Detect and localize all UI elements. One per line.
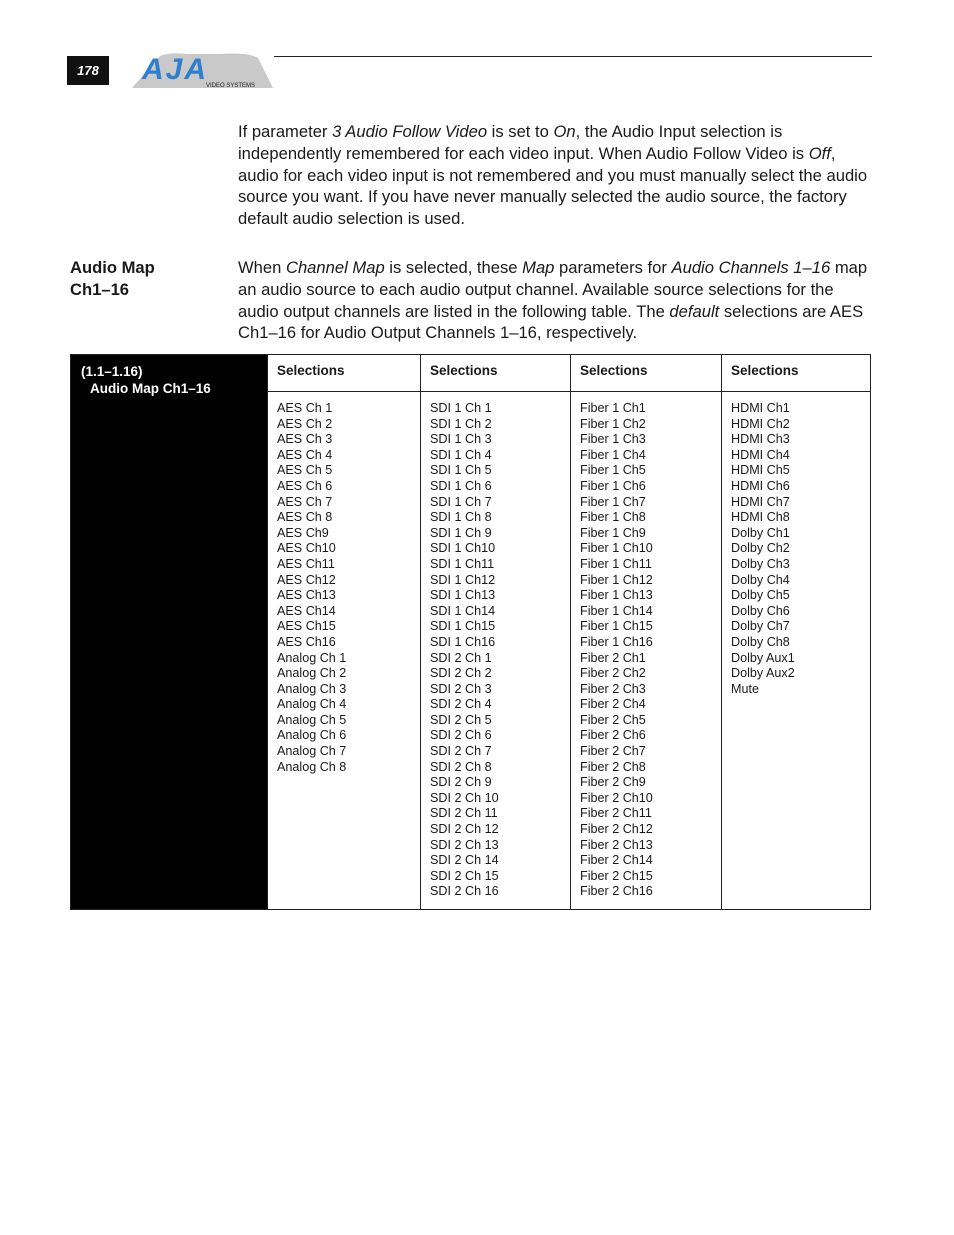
selection-item: SDI 1 Ch 9 xyxy=(430,525,492,540)
selection-item: Fiber 2 Ch12 xyxy=(580,822,653,837)
selection-item: Fiber 1 Ch15 xyxy=(580,619,653,634)
selection-item: Fiber 2 Ch4 xyxy=(580,697,646,712)
selection-item: AES Ch 3 xyxy=(277,432,333,447)
selection-item: SDI 1 Ch16 xyxy=(430,634,496,649)
selection-item: HDMI Ch4 xyxy=(731,447,790,462)
selection-list xyxy=(722,392,870,697)
selection-item: SDI 1 Ch10 xyxy=(430,541,496,556)
column-header: Selections xyxy=(421,355,570,392)
selection-item: Fiber 1 Ch9 xyxy=(580,525,646,540)
section-heading: Audio Map Ch1–16 xyxy=(70,258,155,299)
selection-item: Fiber 2 Ch7 xyxy=(580,744,646,759)
selection-item: AES Ch 4 xyxy=(277,447,333,462)
selection-item: Fiber 1 Ch10 xyxy=(580,541,653,556)
selection-item: SDI 2 Ch 1 xyxy=(430,650,492,665)
logo-wordmark: AJA xyxy=(142,53,209,86)
selection-item: HDMI Ch6 xyxy=(731,478,790,493)
selection-item: Fiber 2 Ch16 xyxy=(580,884,653,899)
selection-item: Analog Ch 8 xyxy=(277,759,347,774)
selection-item: SDI 1 Ch11 xyxy=(430,556,495,571)
selection-item: HDMI Ch7 xyxy=(731,494,790,509)
selection-item: SDI 1 Ch 2 xyxy=(430,416,492,431)
selection-item: SDI 1 Ch14 xyxy=(430,603,496,618)
selection-item: Dolby Ch1 xyxy=(731,525,790,540)
selection-item: Fiber 2 Ch1 xyxy=(580,650,646,665)
selection-item: Fiber 1 Ch12 xyxy=(580,572,653,587)
selection-item: Dolby Ch3 xyxy=(731,556,790,571)
selection-item: Fiber 1 Ch5 xyxy=(580,463,646,478)
selection-item: Fiber 2 Ch10 xyxy=(580,790,653,805)
selection-item: Fiber 1 Ch11 xyxy=(580,556,652,571)
aja-logo xyxy=(130,50,275,90)
selection-item: SDI 1 Ch13 xyxy=(430,588,496,603)
selections-column-sdi xyxy=(420,355,570,909)
selection-item: Dolby Ch6 xyxy=(731,603,790,618)
selection-item: Dolby Aux2 xyxy=(731,666,795,681)
selection-item: Mute xyxy=(731,681,759,696)
selection-item: Dolby Ch4 xyxy=(731,572,790,587)
selection-item: AES Ch12 xyxy=(277,572,336,587)
selections-column-hdmi-dolby xyxy=(721,355,870,909)
selection-item: SDI 2 Ch 15 xyxy=(430,868,499,883)
selection-item: Analog Ch 2 xyxy=(277,666,347,681)
selection-item: SDI 1 Ch 1 xyxy=(430,401,492,415)
section-paragraph: When Channel Map is selected, these Map parameters for Audio Channels 1–16 map an audio source to each audio output channel. Available source selections for the audio output channels are listed in the following table. The default selections are AES Ch1–16 for Audio Output Channels 1–16, respectively. xyxy=(238,258,868,343)
selection-item: Fiber 2 Ch11 xyxy=(580,806,652,821)
selection-item: Dolby Ch7 xyxy=(731,619,790,634)
selection-item: Fiber 2 Ch5 xyxy=(580,712,646,727)
selection-item: AES Ch 5 xyxy=(277,463,333,478)
selection-item: AES Ch14 xyxy=(277,603,336,618)
logo-tagline: VIDEO SYSTEMS xyxy=(206,83,256,89)
selection-item: Fiber 1 Ch6 xyxy=(580,478,646,493)
selection-item: SDI 2 Ch 4 xyxy=(430,697,492,712)
parameter-cell xyxy=(71,355,267,909)
selection-item: Fiber 2 Ch15 xyxy=(580,868,653,883)
selection-item: SDI 1 Ch12 xyxy=(430,572,496,587)
parameter-id: (1.1–1.16) xyxy=(81,364,143,379)
selection-item: Fiber 1 Ch4 xyxy=(580,447,646,462)
selection-item: Fiber 1 Ch2 xyxy=(580,416,646,431)
selection-item: Fiber 1 Ch13 xyxy=(580,588,653,603)
selection-item: Fiber 2 Ch6 xyxy=(580,728,646,743)
parameter-name: Audio Map Ch1–16 xyxy=(90,381,211,396)
selection-item: Fiber 2 Ch3 xyxy=(580,681,646,696)
selection-item: SDI 2 Ch 16 xyxy=(430,884,499,899)
selection-item: Fiber 2 Ch14 xyxy=(580,853,653,868)
selection-item: SDI 2 Ch 7 xyxy=(430,744,492,759)
selection-item: SDI 2 Ch 5 xyxy=(430,712,492,727)
selection-item: SDI 2 Ch 8 xyxy=(430,759,492,774)
selection-item: SDI 2 Ch 12 xyxy=(430,822,499,837)
selection-item: Analog Ch 1 xyxy=(277,650,347,665)
selection-item: AES Ch16 xyxy=(277,634,336,649)
column-header: Selections xyxy=(722,355,870,392)
selection-item: Fiber 2 Ch13 xyxy=(580,837,653,852)
column-header: Selections xyxy=(571,355,721,392)
selection-item: AES Ch9 xyxy=(277,525,329,540)
selection-item: Fiber 1 Ch14 xyxy=(580,603,653,618)
column-header: Selections xyxy=(268,355,420,392)
selection-item: AES Ch 2 xyxy=(277,416,333,431)
selection-item: HDMI Ch2 xyxy=(731,416,790,431)
selection-item: AES Ch 8 xyxy=(277,510,333,525)
selection-list xyxy=(421,392,570,900)
selection-item: Dolby Ch2 xyxy=(731,541,790,556)
selection-item: HDMI Ch5 xyxy=(731,463,790,478)
intro-paragraph: If parameter 3 Audio Follow Video is set to On, the Audio Input selection is independently remembered for each video input. When Audio Follow Video is Off, audio for each video input is not remembered and you must manually select the audio source you want. If you have never manually selected the audio source, the factory default audio selection is used. xyxy=(238,122,868,229)
selection-item: Fiber 1 Ch1 xyxy=(580,401,646,415)
selection-item: SDI 1 Ch 3 xyxy=(430,432,492,447)
selection-item: SDI 2 Ch 11 xyxy=(430,806,498,821)
selection-item: Fiber 2 Ch8 xyxy=(580,759,646,774)
selection-item: Analog Ch 6 xyxy=(277,728,347,743)
selection-item: AES Ch15 xyxy=(277,619,336,634)
selection-item: SDI 2 Ch 14 xyxy=(430,853,499,868)
selection-item: HDMI Ch3 xyxy=(731,432,790,447)
page-number: 178 xyxy=(67,56,109,85)
selection-item: SDI 1 Ch15 xyxy=(430,619,496,634)
selection-item: Analog Ch 5 xyxy=(277,712,347,727)
selection-item: AES Ch 6 xyxy=(277,478,333,493)
selection-item: Fiber 1 Ch7 xyxy=(580,494,646,509)
selection-item: SDI 1 Ch 6 xyxy=(430,478,492,493)
selection-item: AES Ch 7 xyxy=(277,494,333,509)
selection-item: Fiber 1 Ch8 xyxy=(580,510,646,525)
selection-item: Analog Ch 3 xyxy=(277,681,347,696)
audio-map-table xyxy=(70,354,871,910)
header-rule xyxy=(274,56,872,57)
selection-item: SDI 2 Ch 9 xyxy=(430,775,492,790)
selection-item: Fiber 2 Ch9 xyxy=(580,775,646,790)
selection-item: Analog Ch 4 xyxy=(277,697,347,712)
selection-item: SDI 2 Ch 3 xyxy=(430,681,492,696)
selection-item: SDI 2 Ch 2 xyxy=(430,666,492,681)
selection-item: SDI 1 Ch 7 xyxy=(430,494,492,509)
selection-list xyxy=(571,392,721,900)
selection-list xyxy=(268,392,420,775)
selections-column-fiber xyxy=(570,355,721,909)
selection-item: Fiber 2 Ch2 xyxy=(580,666,646,681)
selections-column-aes-analog xyxy=(267,355,420,909)
selection-item: HDMI Ch1 xyxy=(731,401,790,415)
selection-item: SDI 2 Ch 13 xyxy=(430,837,499,852)
selection-item: Fiber 1 Ch3 xyxy=(580,432,646,447)
selection-item: AES Ch11 xyxy=(277,556,335,571)
selection-item: SDI 1 Ch 4 xyxy=(430,447,492,462)
selection-item: Dolby Aux1 xyxy=(731,650,795,665)
selection-item: SDI 1 Ch 5 xyxy=(430,463,492,478)
selection-item: SDI 1 Ch 8 xyxy=(430,510,492,525)
selection-item: AES Ch 1 xyxy=(277,401,333,415)
selection-item: SDI 2 Ch 10 xyxy=(430,790,499,805)
selection-item: AES Ch10 xyxy=(277,541,336,556)
selection-item: Dolby Ch8 xyxy=(731,634,790,649)
selection-item: Fiber 1 Ch16 xyxy=(580,634,653,649)
selection-item: Dolby Ch5 xyxy=(731,588,790,603)
selection-item: Analog Ch 7 xyxy=(277,744,347,759)
selection-item: AES Ch13 xyxy=(277,588,336,603)
selection-item: HDMI Ch8 xyxy=(731,510,790,525)
selection-item: SDI 2 Ch 6 xyxy=(430,728,492,743)
